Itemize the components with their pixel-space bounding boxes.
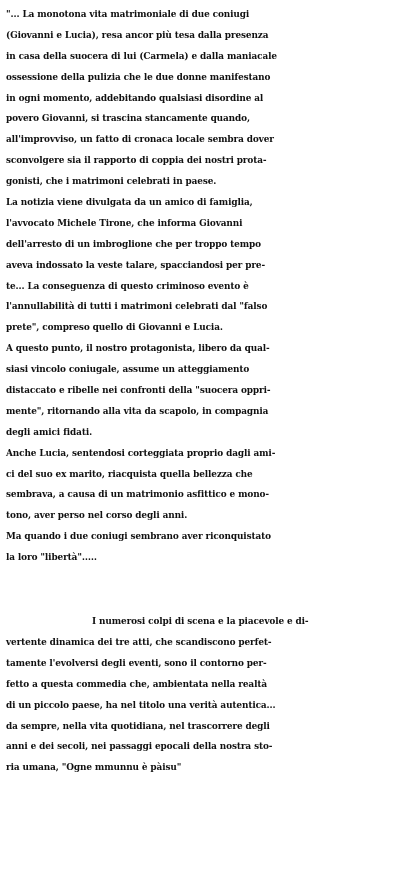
text-line: A questo punto, il nostro protagonista, libero da qual- bbox=[6, 344, 270, 355]
text-line: all'improvviso, un fatto di cronaca locale sembra dover bbox=[6, 135, 274, 146]
text-line: tono, aver perso nel corso degli anni. bbox=[6, 511, 188, 522]
text-line: la loro "libertà"..... bbox=[6, 553, 97, 564]
text-line: degli amici fidati. bbox=[6, 427, 93, 438]
paragraph-commentary bbox=[6, 612, 398, 779]
text-line: tamente l'evolversi degli eventi, sono il contorno per- bbox=[6, 658, 267, 669]
text-line: sembrava, a causa di un matrimonio asfittico e mono- bbox=[6, 490, 269, 501]
text-line: aveva indossato la veste talare, spacciandosi per pre- bbox=[6, 260, 266, 271]
text-line: "... La monotona vita matrimoniale di due coniugi bbox=[6, 10, 250, 20]
text-line: fetto a questa commedia che, ambientata nella realtà bbox=[6, 679, 267, 690]
text-line: Ma quando i due coniugi sembrano aver riconquistato bbox=[6, 532, 271, 543]
text-line: distaccato e ribelle nei confronti della "suocera oppri- bbox=[6, 386, 271, 397]
text-line: Anche Lucia, sentendosi corteggiata proprio dagli ami- bbox=[6, 448, 276, 459]
text-line: siasi vincolo coniugale, assume un atteggiamento bbox=[6, 365, 250, 376]
text-line: mente", ritornando alla vita da scapolo, in compagnia bbox=[6, 406, 269, 417]
paragraph-synopsis bbox=[6, 5, 398, 569]
text-line: anni e dei secoli, nei passaggi epocali della nostra sto- bbox=[6, 742, 273, 753]
text-line: La notizia viene divulgata da un amico di famiglia, bbox=[6, 198, 253, 209]
text-line: gonisti, che i matrimoni celebrati in paese. bbox=[6, 177, 217, 188]
text-line: ria umana, "Ogne mmunnu è pàisu" bbox=[6, 763, 182, 774]
text-line: te... La conseguenza di questo criminoso evento è bbox=[6, 281, 249, 292]
text-line: l'avvocato Michele Tirone, che informa Giovanni bbox=[6, 218, 243, 229]
text-line: I numerosi colpi di scena e la piacevole e di- bbox=[92, 617, 309, 628]
text-line: (Giovanni e Lucia), resa ancor più tesa dalla presenza bbox=[6, 30, 269, 41]
text-line: in ogni momento, addebitando qualsiasi disordine al bbox=[6, 93, 264, 104]
text-line: l'annullabilità di tutti i matrimoni celebrati dal "falso bbox=[6, 302, 268, 313]
text-line: ci del suo ex marito, riacquista quella bellezza che bbox=[6, 469, 253, 480]
text-line: dell'arresto di un imbroglione che per troppo tempo bbox=[6, 239, 261, 250]
paragraph-spacer bbox=[6, 569, 398, 612]
text-line: vertente dinamica dei tre atti, che scandiscono perfet- bbox=[6, 637, 272, 648]
text-line: povero Giovanni, si trascina stancamente quando, bbox=[6, 114, 250, 125]
text-line: in casa della suocera di lui (Carmela) e dalla maniacale bbox=[6, 51, 277, 62]
text-line: da sempre, nella vita quotidiana, nel trascorrere degli bbox=[6, 721, 270, 732]
text-line: di un piccolo paese, ha nel titolo una verità autentica... bbox=[6, 700, 276, 711]
document-page bbox=[6, 5, 398, 889]
text-line: sconvolgere sia il rapporto di coppia dei nostri prota- bbox=[6, 156, 267, 167]
text-line: ossessione della pulizia che le due donne manifestano bbox=[6, 72, 271, 83]
text-line: prete", compreso quello di Giovanni e Lucia. bbox=[6, 323, 223, 334]
